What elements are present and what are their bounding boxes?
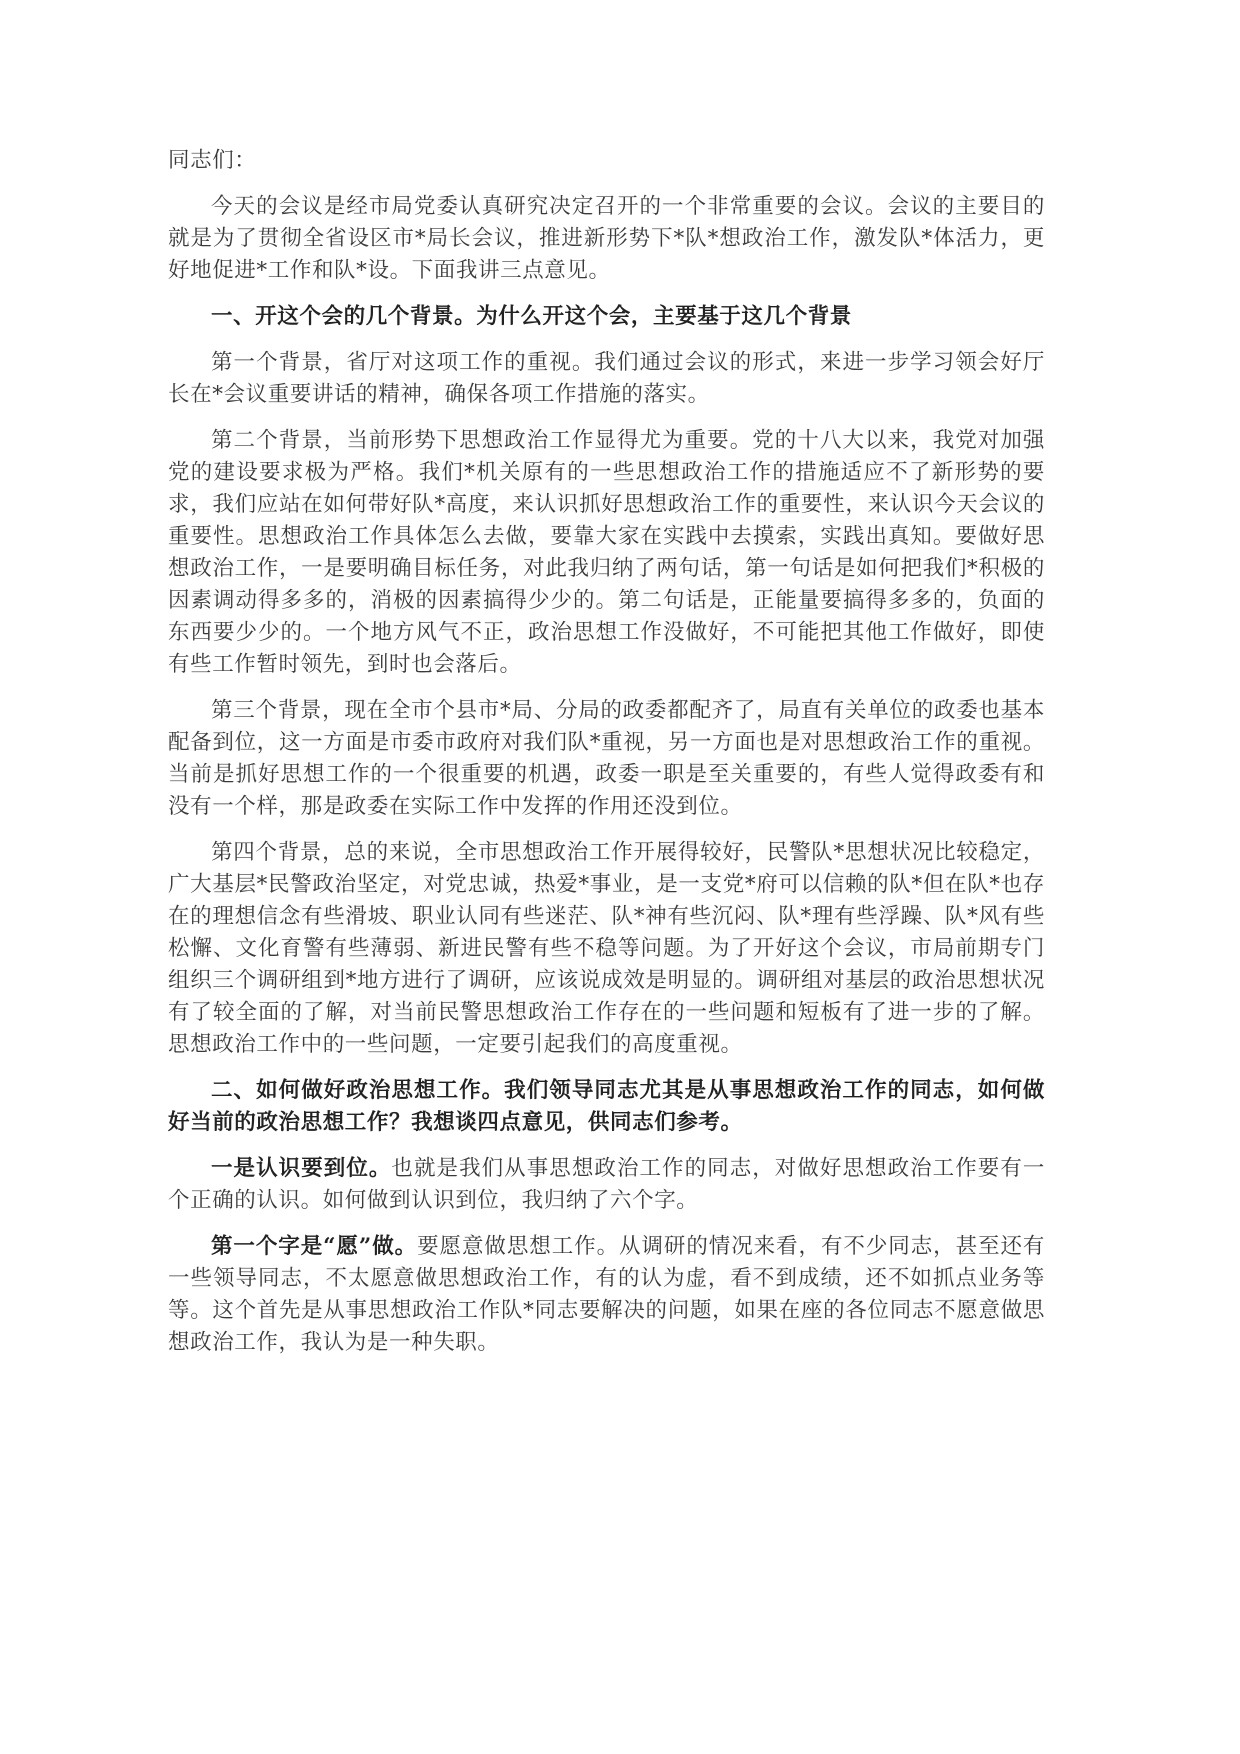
section-heading-1: 一、开这个会的几个背景。为什么开这个会，主要基于这几个背景	[211, 304, 852, 329]
paragraph-background-4: 第四个背景，总的来说，全市思想政治工作开展得较好，民警队*思想状况比较稳定，广大基层*民警政治坚定，对党忠诚，热爱*事业，是一支党*府可以信赖的队*但在队*也存在的理想信念有些滑坡、职业认同有些迷茫、队*神有些沉闷、队*理有些浮躁、队*风有些松懈、文化育警有些薄弱、新进民警有些不稳等问题。为了开好这个会议，市局前期专门组织三个调研组到*地方进行了调研，应该说成效是明显的。调研组对基层的政治思想状况有了较全面的了解，对当前民警思想政治工作存在的一些问题和短板有了进一步的了解。思想政治工作中的一些问题，一定要引起我们的高度重视。	[168, 840, 1045, 1057]
paragraph-body: 要愿意做思想工作。从调研的情况来看，有不少同志，甚至还有一些领导同志，不太愿意做思想政治工作，有的认为虚，看不到成绩，还不如抓点业务等等。这个首先是从事思想政治工作队*同志要解决的问题，如果在座的各位同志不愿意做思想政治工作，我认为是一种失职。	[168, 1234, 1045, 1355]
paragraph-intro: 今天的会议是经市局党委认真研究决定召开的一个非常重要的会议。会议的主要目的就是为了贯彻全省设区市*局长会议，推进新形势下*队*想政治工作，激发队*体活力，更好地促进*工作和队*设。下面我讲三点意见。	[168, 194, 1045, 283]
paragraph-background-3: 第三个背景，现在全市个县市*局、分局的政委都配齐了，局直有关单位的政委也基本配备到位，这一方面是市委市政府对我们队*重视，另一方面也是对思想政治工作的重视。当前是抓好思想工作的一个很重要的机遇，政委一职是至关重要的，有些人觉得政委有和没有一个样，那是政委在实际工作中发挥的作用还没到位。	[168, 698, 1045, 819]
paragraph-body: 也就是我们从事思想政治工作的同志，对做好思想政治工作要有一个正确的认识。如何做到认识到位，我归纳了六个字。	[168, 1156, 1045, 1213]
paragraph-word-1	[168, 1231, 1045, 1359]
paragraph-background-2: 第二个背景，当前形势下思想政治工作显得尤为重要。党的十八大以来，我党对加强党的建设要求极为严格。我们*机关原有的一些思想政治工作的措施适应不了新形势的要求，我们应站在如何带好队*高度，来认识抓好思想政治工作的重要性，来认识今天会议的重要性。思想政治工作具体怎么去做，要靠大家在实践中去摸索，实践出真知。要做好思想政治工作，一是要明确目标任务，对此我归纳了两句话，第一句话是如何把我们*积极的因素调动得多多的，消极的因素搞得少少的。第二句话是，正能量要搞得多多的，负面的东西要少少的。一个地方风气不正，政治思想工作没做好，不可能把其他工作做好，即使有些工作暂时领先，到时也会落后。	[168, 428, 1045, 677]
section-heading-2: 二、如何做好政治思想工作。我们领导同志尤其是从事思想政治工作的同志，如何做好当前的政治思想工作？我想谈四点意见，供同志们参考。	[168, 1078, 1045, 1135]
salutation: 同志们：	[168, 148, 257, 173]
paragraph-lead: 一是认识要到位。	[211, 1156, 392, 1181]
paragraph-background-1: 第一个背景，省厅对这项工作的重视。我们通过会议的形式，来进一步学习领会好厅长在*会议重要讲话的精神，确保各项工作措施的落实。	[168, 350, 1045, 407]
paragraph-point-1	[168, 1153, 1045, 1217]
paragraph-lead: 第一个字是“愿”做。	[211, 1234, 418, 1259]
document-page	[168, 145, 1045, 1373]
